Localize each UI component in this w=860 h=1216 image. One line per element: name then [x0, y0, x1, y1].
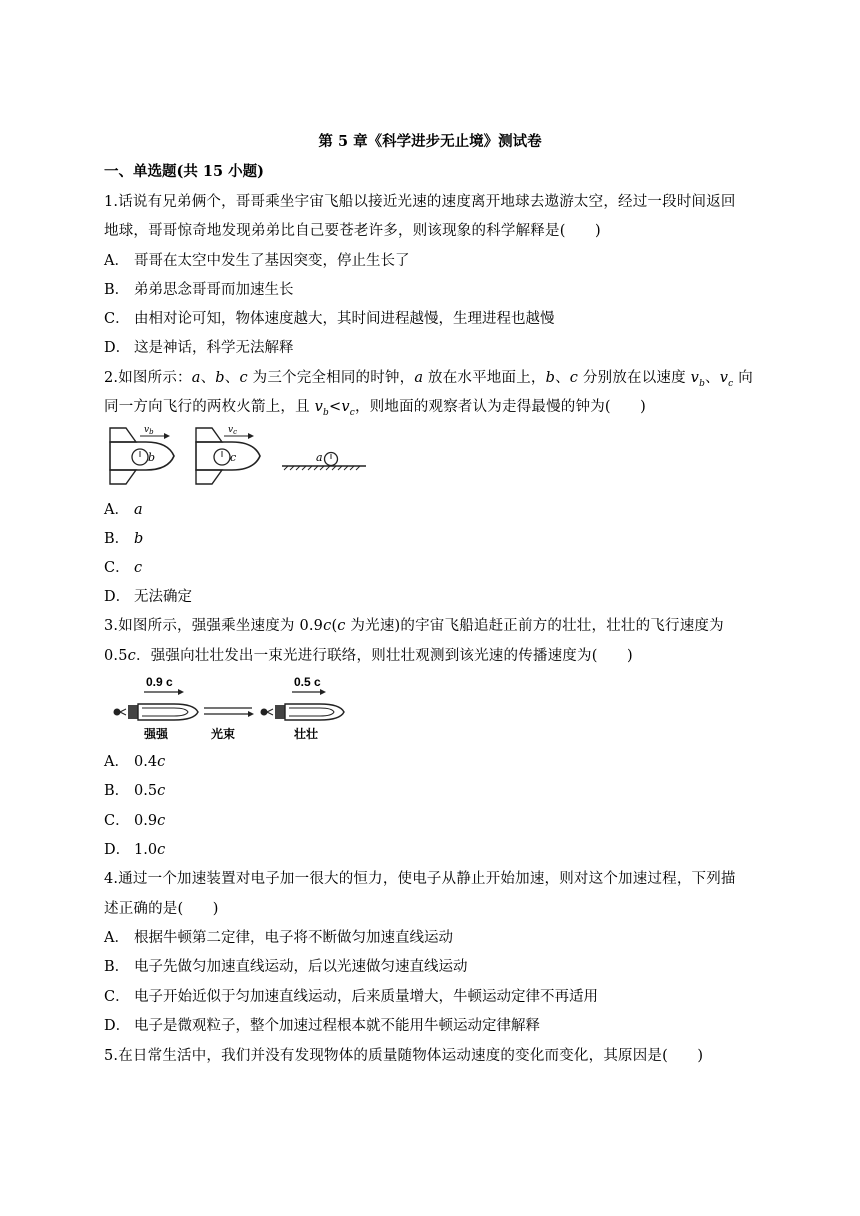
ground-clock-a — [282, 451, 366, 470]
clock-b-label: b — [148, 451, 156, 464]
section-heading: 一、单选题(共 15 小题) — [104, 163, 264, 180]
q2-option-b: B． b — [104, 531, 144, 547]
q3-option-b: B． 0.5c — [104, 783, 166, 799]
clock-c-label: c — [230, 451, 237, 464]
q1-option-b: B． 弟弟思念哥哥而加速生长 — [104, 282, 294, 298]
q4-option-c: C． 电子开始近似于匀加速直线运动，后来质量增大，牛顿运动定律不再适用 — [104, 989, 598, 1005]
speed-right-label: 0.5 c — [294, 675, 321, 689]
rocket-clocks-figure — [104, 422, 374, 494]
q3-stem-line2: 0.5c．强强向壮壮发出一束光进行联络，则壮壮观测到该光速的传播速度为( ) — [104, 648, 633, 664]
ship-zhuangzhuang — [261, 675, 345, 741]
q1-stem-line1: 1.话说有兄弟俩个，哥哥乘坐宇宙飞船以接近光速的速度离开地球去遨游太空，经过一段时间返回 — [104, 194, 736, 210]
light-beam — [204, 708, 254, 741]
q4-option-d: D． 电子是微观粒子，整个加速过程根本就不能用牛顿运动定律解释 — [104, 1018, 540, 1034]
page-title: 第 5 章《科学进步无止境》测试卷 — [318, 133, 542, 150]
speed-vb-label: $v_b$ — [144, 425, 154, 436]
q3-stem-line1: 3.如图所示，强强乘坐速度为 0.9c(c 为光速)的宇宙飞船追赶正前方的壮壮，壮壮的飞行速度为 — [104, 618, 724, 634]
q1-option-c: C． 由相对论可知，物体速度越大，其时间进程越慢，生理进程也越慢 — [104, 311, 555, 327]
q4-stem-line1: 4.通过一个加速装置对电子加一很大的恒力，使电子从静止开始加速，则对这个加速过程，下列描 — [104, 871, 736, 887]
label-zhuangzhuang: 壮壮 — [294, 727, 319, 741]
q2-option-d: D． 无法确定 — [104, 589, 192, 605]
q1-stem-line2: 地球，哥哥惊奇地发现弟弟比自己要苍老许多，则该现象的科学解释是( ) — [104, 223, 601, 239]
q1-option-d: D． 这是神话，科学无法解释 — [104, 340, 294, 356]
q2-stem-line1: 2.如图所示：a、b、c 为三个完全相同的时钟，a 放在水平地面上，b、c 分别放在以速度 $v_b$、$v_c$ 向 — [104, 370, 753, 389]
q5-stem-line1: 5.在日常生活中，我们并没有发现物体的质量随物体运动速度的变化而变化，其原因是( ) — [104, 1048, 704, 1064]
q3-option-c: C． 0.9c — [104, 813, 166, 829]
q2-option-c: C． c — [104, 560, 143, 576]
q4-stem-line2: 述正确的是( ) — [104, 901, 219, 917]
q3-option-a: A． 0.4c — [104, 754, 166, 770]
rocket-c — [196, 425, 260, 484]
clock-a-label: a — [316, 451, 323, 464]
rocket-b — [110, 425, 174, 484]
ship-qiangqiang — [114, 675, 199, 741]
spaceship-light-figure — [108, 672, 360, 742]
label-qiangqiang: 强强 — [144, 727, 169, 741]
q3-option-d: D． 1.0c — [104, 842, 166, 858]
q2-stem-line2: 同一方向飞行的两枚火箭上，且 $v_b<v_c$，则地面的观察者认为走得最慢的钟为( ) — [104, 399, 647, 418]
q4-option-b: B． 电子先做匀加速直线运动，后以光速做匀速直线运动 — [104, 959, 468, 975]
q2-option-a: A． a — [104, 502, 143, 518]
speed-vc-label: $v_c$ — [228, 425, 238, 436]
q4-option-a: A． 根据牛顿第二定律，电子将不断做匀加速直线运动 — [104, 930, 453, 946]
q1-option-a: A． 哥哥在太空中发生了基因突变，停止生长了 — [104, 253, 410, 269]
label-light-beam: 光束 — [211, 727, 236, 741]
speed-left-label: 0.9 c — [146, 675, 173, 689]
